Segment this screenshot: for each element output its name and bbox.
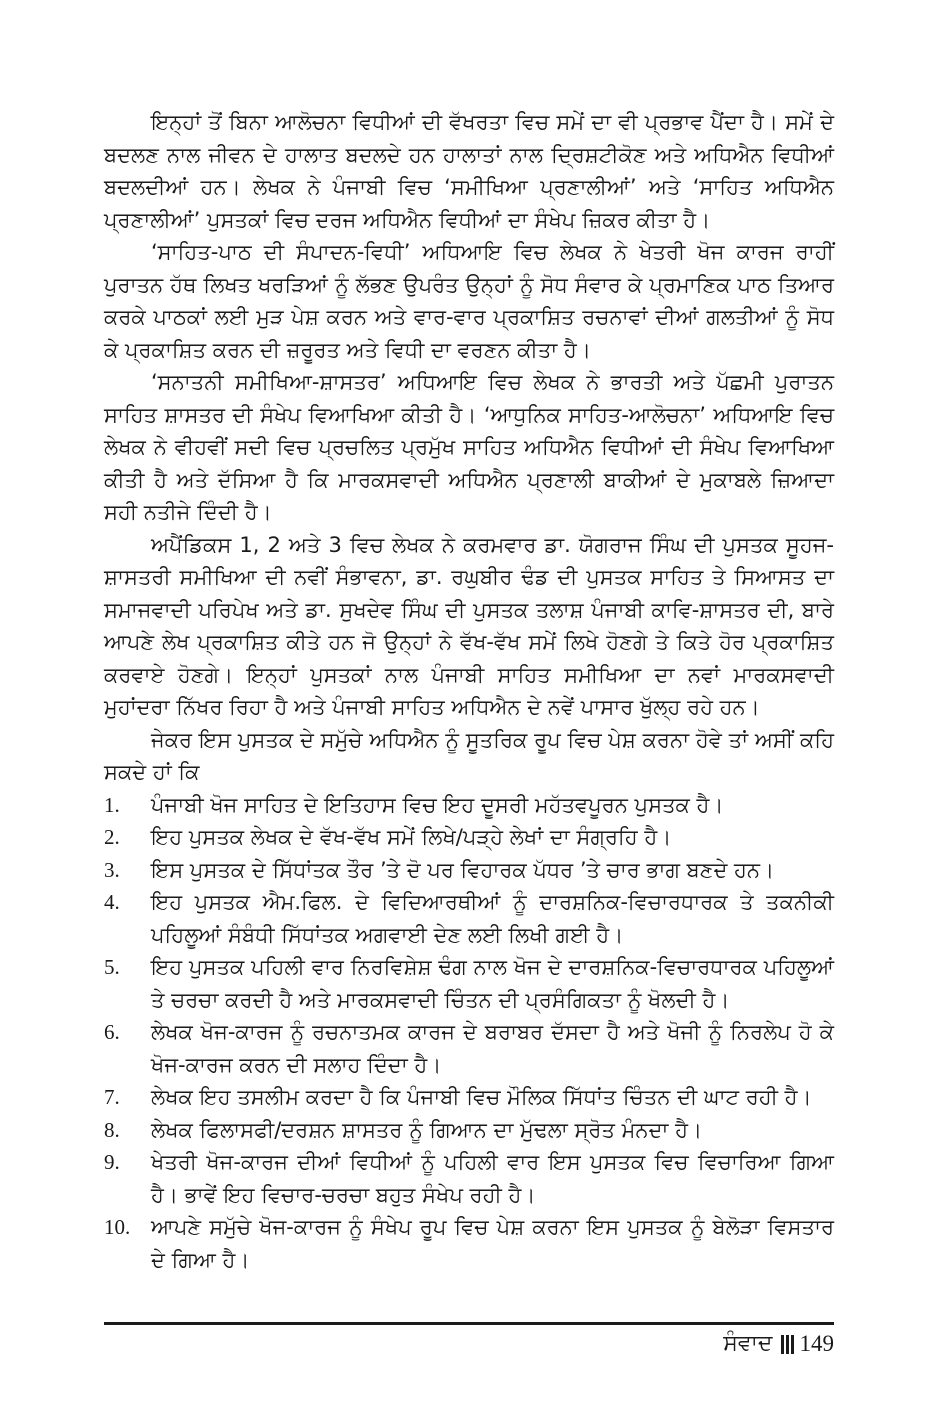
list-number: 10. [104, 1215, 131, 1239]
list-item-text: ਇਸ ਪੁਸਤਕ ਦੇ ਸਿੱਧਾਂਤਕ ਤੌਰ ’ਤੇ ਦੋ ਪਰ ਵਿਹਾਰਕ ਪੱਧਰ ’ਤੇ ਚਾਰ ਭਾਗ ਬਣਦੇ ਹਨ। [151, 857, 775, 882]
list-item-text: ਖੇਤਰੀ ਖੋਜ-ਕਾਰਜ ਦੀਆਂ ਵਿਧੀਆਂ ਨੂੰ ਪਹਿਲੀ ਵਾਰ ਇਸ ਪੁਸਤਕ ਵਿਚ ਵਿਚਾਰਿਆ ਗਿਆ ਹੈ। ਭਾਵੇਂ ਇਹ ਵਿਚਾਰ-ਚਰਚਾ ਬਹੁਤ ਸੰਖੇਪ ਰਹੀ ਹੈ। [151, 1150, 834, 1207]
list-item-text: ਇਹ ਪੁਸਤਕ ਲੇਖਕ ਦੇ ਵੱਖ-ਵੱਖ ਸਮੇਂ ਲਿਖੇ/ਪੜ੍ਹੇ ਲੇਖਾਂ ਦਾ ਸੰਗ੍ਰਹਿ ਹੈ। [151, 825, 672, 849]
list-item [104, 789, 834, 822]
list-item [104, 951, 834, 1016]
list-number: 6. [104, 1020, 120, 1044]
list-item [104, 1016, 834, 1081]
page-footer [723, 1327, 834, 1361]
list-number: 3. [104, 857, 120, 882]
page-number: 149 [799, 1331, 834, 1356]
list-number: 5. [104, 955, 120, 979]
paragraph: ‘ਸਨਾਤਨੀ ਸਮੀਖਿਆ-ਸ਼ਾਸਤਰ’ ਅਧਿਆਇ ਵਿਚ ਲੇਖਕ ਨੇ ਭਾਰਤੀ ਅਤੇ ਪੱਛਮੀ ਪੁਰਾਤਨ ਸਾਹਿਤ ਸ਼ਾਸਤਰ ਦੀ ਸੰਖੇਪ ਵਿਆਖਿਆ ਕੀਤੀ ਹੈ। ‘ਆਧੁਨਿਕ ਸਾਹਿਤ-ਆਲੋਚਨਾ’ ਅਧਿਆਇ ਵਿਚ ਲੇਖਕ ਨੇ ਵੀਹਵੀਂ ਸਦੀ ਵਿਚ ਪ੍ਰਚਲਿਤ ਪ੍ਰਮੁੱਖ ਸਾਹਿਤ ਅਧਿਐਨ ਵਿਧੀਆਂ ਦੀ ਸੰਖੇਪ ਵਿਆਖਿਆ ਕੀਤੀ ਹੈ ਅਤੇ ਦੱਸਿਆ ਹੈ ਕਿ ਮਾਰਕਸਵਾਦੀ ਅਧਿਐਨ ਪ੍ਰਣਾਲੀ ਬਾਕੀਆਂ ਦੇ ਮੁਕਾਬਲੇ ਜ਼ਿਆਦਾ ਸਹੀ ਨਤੀਜੇ ਦਿੰਦੀ ਹੈ। [104, 370, 834, 524]
paragraph: ‘ਸਾਹਿਤ-ਪਾਠ ਦੀ ਸੰਪਾਦਨ-ਵਿਧੀ’ ਅਧਿਆਇ ਵਿਚ ਲੇਖਕ ਨੇ ਖੇਤਰੀ ਖੋਜ ਕਾਰਜ ਰਾਹੀਂ ਪੁਰਾਤਨ ਹੱਥ ਲਿਖਤ ਖਰੜਿਆਂ ਨੂੰ ਲੱਭਣ ਉਪਰੰਤ ਉਨ੍ਹਾਂ ਨੂੰ ਸੋਧ ਸੰਵਾਰ ਕੇ ਪ੍ਰਮਾਣਿਕ ਪਾਠ ਤਿਆਰ ਕਰਕੇ ਪਾਠਕਾਂ ਲਈ ਮੁੜ ਪੇਸ਼ ਕਰਨ ਅਤੇ ਵਾਰ-ਵਾਰ ਪ੍ਰਕਾਸ਼ਿਤ ਰਚਨਾਵਾਂ ਦੀਆਂ ਗਲਤੀਆਂ ਨੂੰ ਸੋਧ ਕੇ ਪ੍ਰਕਾਸ਼ਿਤ ਕਰਨ ਦੀ ਜ਼ਰੂਰਤ ਅਤੇ ਵਿਧੀ ਦਾ ਵਰਣਨ ਕੀਤਾ ਹੈ। [104, 240, 834, 362]
list-number: 1. [104, 792, 120, 817]
list-item [104, 886, 834, 951]
list-item [104, 1211, 834, 1276]
list-item [104, 1146, 834, 1211]
list-number: 7. [104, 1085, 120, 1109]
list-item [104, 821, 834, 854]
footer-divider [104, 1322, 834, 1325]
list-number: 9. [104, 1150, 120, 1174]
list-number: 8. [104, 1117, 120, 1142]
paragraph: ਜੇਕਰ ਇਸ ਪੁਸਤਕ ਦੇ ਸਮੁੱਚੇ ਅਧਿਐਨ ਨੂੰ ਸੂਤਰਿਕ ਰੂਪ ਵਿਚ ਪੇਸ਼ ਕਰਨਾ ਹੋਵੇ ਤਾਂ ਅਸੀਂ ਕਹਿ ਸਕਦੇ ਹਾਂ ਕਿ [104, 727, 834, 784]
list-item-text: ਪੰਜਾਬੀ ਖੋਜ ਸਾਹਿਤ ਦੇ ਇਤਿਹਾਸ ਵਿਚ ਇਹ ਦੂਸਰੀ ਮਹੱਤਵਪੂਰਨ ਪੁਸਤਕ ਹੈ। [151, 792, 724, 817]
list-item [104, 854, 834, 887]
list-item-text: ਆਪਣੇ ਸਮੁੱਚੇ ਖੋਜ-ਕਾਰਜ ਨੂੰ ਸੰਖੇਪ ਰੂਪ ਵਿਚ ਪੇਸ਼ ਕਰਨਾ ਇਸ ਪੁਸਤਕ ਨੂੰ ਬੇਲੋੜਾ ਵਿਸਤਾਰ ਦੇ ਗਿਆ ਹੈ। [151, 1215, 834, 1272]
paragraph: ਇਨ੍ਹਾਂ ਤੋਂ ਬਿਨਾ ਆਲੋਚਨਾ ਵਿਧੀਆਂ ਦੀ ਵੱਖਰਤਾ ਵਿਚ ਸਮੇਂ ਦਾ ਵੀ ਪ੍ਰਭਾਵ ਪੈਂਦਾ ਹੈ। ਸਮੇਂ ਦੇ ਬਦਲਣ ਨਾਲ ਜੀਵਨ ਦੇ ਹਾਲਾਤ ਬਦਲਦੇ ਹਨ ਹਾਲਾਤਾਂ ਨਾਲ ਦ੍ਰਿਸ਼ਟੀਕੋਣ ਅਤੇ ਅਧਿਐਨ ਵਿਧੀਆਂ ਬਦਲਦੀਆਂ ਹਨ। ਲੇਖਕ ਨੇ ਪੰਜਾਬੀ ਵਿਚ ‘ਸਮੀਖਿਆ ਪ੍ਰਣਾਲੀਆਂ’ ਅਤੇ ‘ਸਾਹਿਤ ਅਧਿਐਨ ਪ੍ਰਣਾਲੀਆਂ’ ਪੁਸਤਕਾਂ ਵਿਚ ਦਰਜ ਅਧਿਐਨ ਵਿਧੀਆਂ ਦਾ ਸੰਖੇਪ ਜ਼ਿਕਰ ਕੀਤਾ ਹੈ। [104, 110, 834, 232]
list-item [104, 1114, 834, 1147]
list-item [104, 1081, 834, 1114]
list-item-text: ਲੇਖਕ ਖੋਜ-ਕਾਰਜ ਨੂੰ ਰਚਨਾਤਮਕ ਕਾਰਜ ਦੇ ਬਰਾਬਰ ਦੱਸਦਾ ਹੈ ਅਤੇ ਖੋਜੀ ਨੂੰ ਨਿਰਲੇਪ ਹੋ ਕੇ ਖੋਜ-ਕਾਰਜ ਕਰਨ ਦੀ ਸਲਾਹ ਦਿੰਦਾ ਹੈ। [151, 1020, 834, 1077]
list-item-text: ਇਹ ਪੁਸਤਕ ਪਹਿਲੀ ਵਾਰ ਨਿਰਵਿਸ਼ੇਸ਼ ਢੰਗ ਨਾਲ ਖੋਜ ਦੇ ਦਾਰਸ਼ਨਿਕ-ਵਿਚਾਰਧਾਰਕ ਪਹਿਲੂਆਂ ਤੇ ਚਰਚਾ ਕਰਦੀ ਹੈ ਅਤੇ ਮਾਰਕਸਵਾਦੀ ਚਿੰਤਨ ਦੀ ਪ੍ਰਸੰਗਿਕਤਾ ਨੂੰ ਖੋਲਦੀ ਹੈ। [151, 955, 834, 1012]
list-number: 2. [104, 825, 120, 849]
journal-name: ਸੰਵਾਦ [723, 1331, 773, 1356]
page-body [104, 106, 834, 1276]
separator-bars-icon [781, 1335, 794, 1354]
paragraph: ਅਪੈਂਡਿਕਸ 1, 2 ਅਤੇ 3 ਵਿਚ ਲੇਖਕ ਨੇ ਕਰਮਵਾਰ ਡਾ. ਯੋਗਰਾਜ ਸਿੰਘ ਦੀ ਪੁਸਤਕ ਸੂਹਜ-ਸ਼ਾਸਤਰੀ ਸਮੀਖਿਆ ਦੀ ਨਵੀਂ ਸੰਭਾਵਨਾ, ਡਾ. ਰਘੁਬੀਰ ਢੰਡ ਦੀ ਪੁਸਤਕ ਸਾਹਿਤ ਤੇ ਸਿਆਸਤ ਦਾ ਸਮਾਜਵਾਦੀ ਪਰਿਪੇਖ ਅਤੇ ਡਾ. ਸੁਖਦੇਵ ਸਿੰਘ ਦੀ ਪੁਸਤਕ ਤਲਾਸ਼ ਪੰਜਾਬੀ ਕਾਵਿ-ਸ਼ਾਸਤਰ ਦੀ, ਬਾਰੇ ਆਪਣੇ ਲੇਖ ਪ੍ਰਕਾਸ਼ਿਤ ਕੀਤੇ ਹਨ ਜੋ ਉਨ੍ਹਾਂ ਨੇ ਵੱਖ-ਵੱਖ ਸਮੇਂ ਲਿਖੇ ਹੋਣਗੇ ਤੇ ਕਿਤੇ ਹੋਰ ਪ੍ਰਕਾਸ਼ਿਤ ਕਰਵਾਏ ਹੋਣਗੇ। ਇਨ੍ਹਾਂ ਪੁਸਤਕਾਂ ਨਾਲ ਪੰਜਾਬੀ ਸਾਹਿਤ ਸਮੀਖਿਆ ਦਾ ਨਵਾਂ ਮਾਰਕਸਵਾਦੀ ਮੁਹਾਂਦਰਾ ਨਿੱਖਰ ਰਿਹਾ ਹੈ ਅਤੇ ਪੰਜਾਬੀ ਸਾਹਿਤ ਅਧਿਐਨ ਦੇ ਨਵੇਂ ਪਾਸਾਰ ਖੁੱਲ੍ਹ ਰਹੇ ਹਨ। [104, 532, 834, 719]
list-item-text: ਲੇਖਕ ਇਹ ਤਸਲੀਮ ਕਰਦਾ ਹੈ ਕਿ ਪੰਜਾਬੀ ਵਿਚ ਮੌਲਿਕ ਸਿੱਧਾਂਤ ਚਿੰਤਨ ਦੀ ਘਾਟ ਰਹੀ ਹੈ। [151, 1085, 812, 1109]
list-number: 4. [104, 890, 120, 914]
summary-list [104, 789, 834, 1277]
list-item-text: ਇਹ ਪੁਸਤਕ ਐਮ.ਫਿਲ. ਦੇ ਵਿਦਿਆਰਥੀਆਂ ਨੂੰ ਦਾਰਸ਼ਨਿਕ-ਵਿਚਾਰਧਾਰਕ ਤੇ ਤਕਨੀਕੀ ਪਹਿਲੂਆਂ ਸੰਬੰਧੀ ਸਿੱਧਾਂਤਕ ਅਗਵਾਈ ਦੇਣ ਲਈ ਲਿਖੀ ਗਈ ਹੈ। [151, 890, 834, 947]
list-item-text: ਲੇਖਕ ਫਿਲਾਸਫੀ/ਦਰਸ਼ਨ ਸ਼ਾਸਤਰ ਨੂੰ ਗਿਆਨ ਦਾ ਮੁੱਢਲਾ ਸ੍ਰੋਤ ਮੰਨਦਾ ਹੈ। [151, 1117, 703, 1142]
